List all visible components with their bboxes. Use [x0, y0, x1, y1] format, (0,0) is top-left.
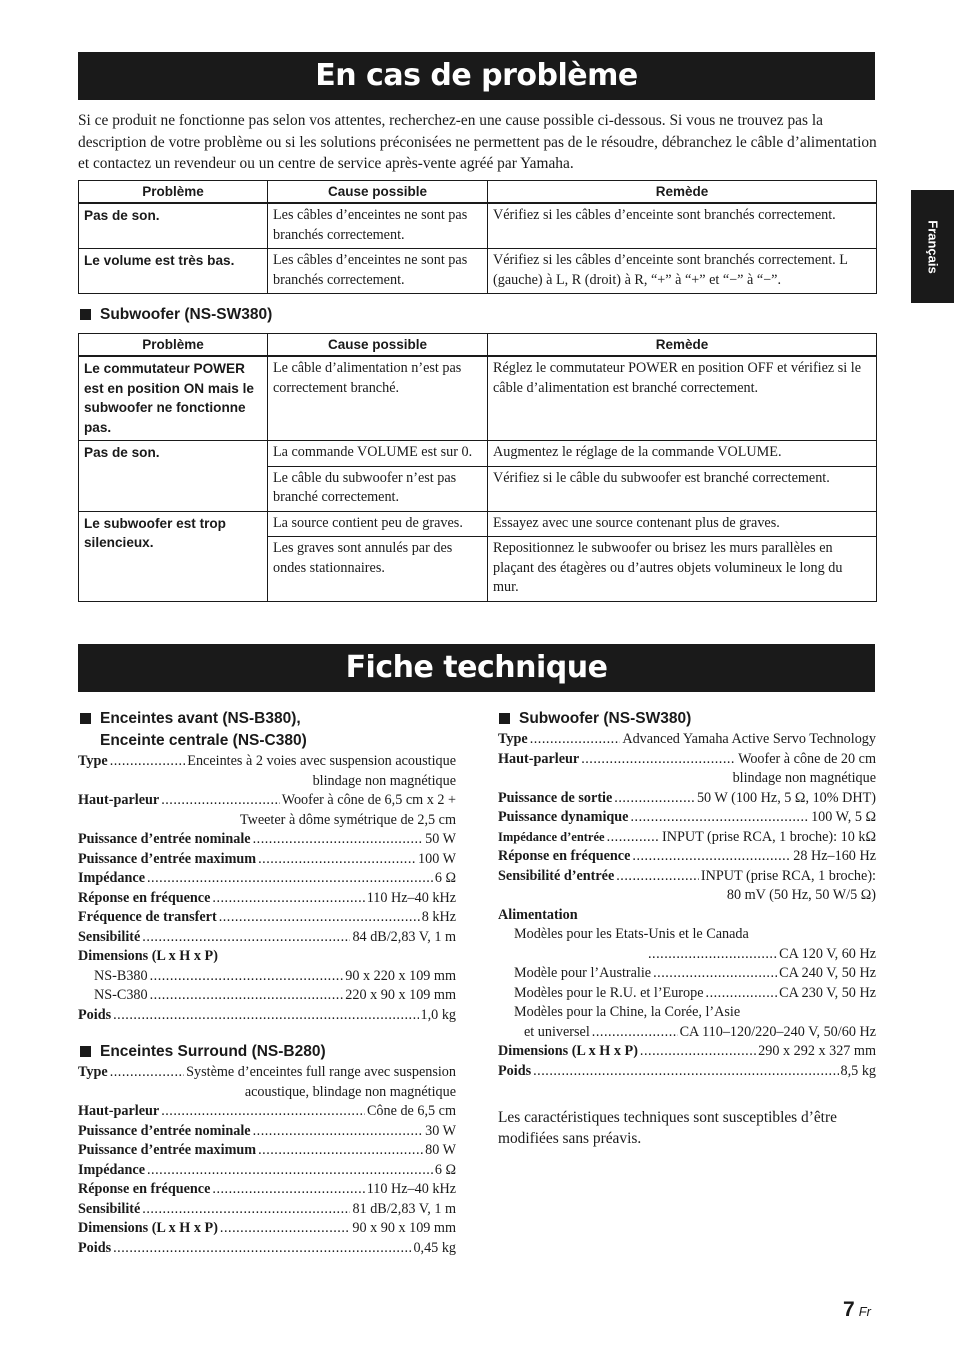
spec-continuation: blindage non magnétique — [732, 770, 876, 786]
spec-row — [498, 828, 876, 848]
spec-label: Réponse en fréquence — [78, 889, 211, 906]
spec-label: Puissance d’entrée maximum — [78, 850, 257, 867]
remedy-cell: Repositionnez le subwoofer ou brisez les murs parallèles en plaçant des étagères ou d’autres objets volumineux le long du mur. — [488, 537, 877, 602]
cause-cell: Le câble du subwoofer n’est pas branché correctement. — [268, 466, 488, 511]
spec-value: 8,5 kg — [840, 1062, 876, 1079]
spec-continuation: blindage non magnétique — [312, 772, 456, 789]
spec-row — [498, 1062, 876, 1082]
spec-label: Modèles pour les Etats-Unis et le Canada — [514, 926, 749, 942]
problem-cell: Pas de son. — [79, 203, 268, 249]
spec-value: 80 W — [425, 1142, 456, 1158]
spec-value: Enceintes à 2 voies avec suspension acoustique — [187, 753, 456, 769]
spec-value: 6 Ω — [434, 870, 456, 886]
spec-value: 50 W (100 Hz, 5 Ω, 10% DHT) — [696, 789, 876, 806]
spec-label: Haut-parleur — [78, 792, 160, 808]
spec-value: 290 x 292 x 327 mm — [758, 1043, 876, 1059]
col-header-remedy: Remède — [488, 334, 877, 357]
spec-row — [78, 1161, 456, 1181]
subwoofer-troubleshooting-table — [78, 333, 877, 602]
spec-value: Woofer à cône de 20 cm — [738, 750, 876, 767]
surround-speakers-specs — [78, 1063, 456, 1258]
spec-label: Poids — [78, 1239, 112, 1256]
spec-label: Type — [78, 1064, 108, 1080]
spec-row — [78, 986, 456, 1006]
spec-label: Modèles pour la Chine, la Corée, l’Asie — [514, 1004, 741, 1020]
language-tab-label: Français — [925, 219, 940, 274]
spec-row — [78, 752, 456, 772]
spec-row — [78, 1239, 456, 1259]
remedy-cell: Essayez avec une source contenant plus de graves. — [488, 511, 877, 537]
col-header-remedy: Remède — [488, 181, 877, 204]
spec-label: Poids — [498, 1062, 532, 1079]
spec-row — [498, 730, 876, 750]
spec-row — [78, 869, 456, 889]
spec-label: Réponse en fréquence — [498, 848, 631, 864]
spec-row — [498, 964, 876, 984]
spec-label: Puissance de sortie — [498, 789, 613, 806]
spec-value: Woofer à cône de 6,5 cm x 2 + — [281, 792, 456, 808]
spec-value: 90 x 90 x 109 mm — [352, 1220, 456, 1236]
spec-continuation: 80 mV (50 Hz, 50 W/5 Ω) — [726, 887, 876, 903]
spec-label: Modèle pour l’Australie — [514, 965, 652, 981]
spec-label: NS-B380 — [94, 967, 148, 984]
problem-cell: Le volume est très bas. — [79, 249, 268, 294]
square-bullet-icon — [499, 713, 510, 724]
problem-cell: Le subwoofer est trop silencieux. — [79, 511, 268, 601]
col-header-problem: Problème — [79, 181, 268, 204]
spec-value: 220 x 90 x 109 mm — [345, 987, 456, 1003]
table-row — [79, 203, 877, 249]
spec-row — [498, 750, 876, 770]
spec-continuation: Tweeter à dôme symétrique de 2,5 cm — [239, 811, 456, 828]
section-title-specifications: Fiche technique — [78, 644, 875, 692]
cause-cell: La source contient peu de graves. — [268, 511, 488, 537]
spec-value: 6 Ω — [434, 1161, 456, 1178]
spec-value: 30 W — [425, 1122, 456, 1139]
spec-label: Dimensions (L x H x P) — [498, 1043, 638, 1059]
spec-value: CA 230 V, 50 Hz — [779, 984, 876, 1001]
problem-cell: Le commutateur POWER est en position ON mais le subwoofer ne fonctionne pas. — [79, 356, 268, 441]
table-header-row — [79, 334, 877, 357]
spec-label: Puissance d’entrée nominale — [78, 1122, 251, 1139]
table-row — [79, 511, 877, 537]
cause-cell: Les câbles d’enceintes ne sont pas branchés correctement. — [268, 203, 488, 249]
spec-value: CA 110–120/220–240 V, 50/60 Hz — [679, 1023, 876, 1040]
spec-row — [78, 1180, 456, 1200]
spec-label: Puissance d’entrée nominale — [78, 831, 251, 847]
remedy-cell: Vérifiez si les câbles d’enceinte sont branchés correctement. — [488, 203, 877, 249]
spec-value: 100 W — [418, 850, 456, 867]
spec-value: 0,45 kg — [413, 1239, 456, 1256]
spec-row — [498, 808, 876, 828]
page-number-value: 7 — [843, 1298, 855, 1321]
spec-label: Type — [498, 731, 528, 747]
spec-label: Haut-parleur — [498, 750, 580, 767]
spec-row — [78, 967, 456, 987]
spec-row — [78, 908, 456, 928]
spec-value: 1,0 kg — [420, 1006, 456, 1023]
spec-subheading: Alimentation — [498, 906, 578, 923]
spec-value: 110 Hz–40 kHz — [366, 1181, 456, 1197]
surround-speakers-heading — [80, 1041, 326, 1063]
spec-row — [78, 928, 456, 948]
spec-label: NS-C380 — [94, 987, 148, 1003]
col-header-cause: Cause possible — [268, 181, 488, 204]
spec-label: Réponse en fréquence — [78, 1181, 211, 1197]
language-tab — [911, 190, 954, 303]
cause-cell: Les câbles d’enceintes ne sont pas branchés correctement. — [268, 249, 488, 294]
col-header-problem: Problème — [79, 334, 268, 357]
col-header-cause: Cause possible — [268, 334, 488, 357]
spec-row — [78, 1141, 456, 1161]
spec-label: Impédance d’entrée — [498, 829, 605, 844]
intro-paragraph: Si ce produit ne fonctionne pas selon vos attentes, recherchez-en une cause possible ci-dessous. Si vous ne trouvez pas la description de votre problème ou si les solutions préconisées ne permettent pas de le résoudre, débranchez le câble d’alimentation et contactez un revendeur ou un centre de service après-vente agréé par Yamaha. — [78, 112, 877, 172]
spec-value: CA 240 V, 50 Hz — [779, 965, 876, 981]
spec-value: 50 W — [425, 831, 456, 847]
spec-row — [78, 1122, 456, 1142]
spec-row — [78, 1219, 456, 1239]
spec-value: Advanced Yamaha Active Servo Technology — [622, 731, 876, 747]
front-speakers-heading — [80, 708, 307, 752]
cause-cell: Les graves sont annulés par des ondes stationnaires. — [268, 537, 488, 602]
spec-label: Sensibilité — [78, 1200, 141, 1217]
front-speakers-specs — [78, 752, 456, 1025]
subwoofer-troubleshooting-heading — [80, 304, 272, 326]
cause-cell: Le câble d’alimentation n’est pas correctement branché. — [268, 356, 488, 441]
spec-row — [498, 789, 876, 809]
problem-cell: Pas de son. — [79, 441, 268, 512]
spec-label: Impédance — [78, 870, 145, 886]
spec-value: 84 dB/2,83 V, 1 m — [352, 928, 456, 945]
spec-value: 81 dB/2,83 V, 1 m — [352, 1200, 456, 1217]
spec-label: Dimensions (L x H x P) — [78, 1220, 218, 1236]
spec-value: 100 W, 5 Ω — [811, 809, 876, 825]
specs-disclaimer: Les caractéristiques techniques sont susceptibles d’être modifiées sans préavis. — [498, 1109, 837, 1147]
spec-value: 110 Hz–40 kHz — [366, 889, 456, 906]
spec-label: Sensibilité — [78, 928, 141, 945]
spec-row — [78, 850, 456, 870]
heading-text: Subwoofer (NS-SW380) — [519, 710, 692, 727]
spec-value: 8 kHz — [421, 909, 456, 925]
subwoofer-specs-heading — [499, 708, 691, 730]
cause-cell: La commande VOLUME est sur 0. — [268, 441, 488, 467]
spec-label: Haut-parleur — [78, 1103, 160, 1119]
square-bullet-icon — [80, 713, 91, 724]
square-bullet-icon — [80, 309, 91, 320]
square-bullet-icon — [80, 1046, 91, 1057]
spec-value: 28 Hz–160 Hz — [793, 848, 876, 864]
remedy-cell: Vérifiez si les câbles d’enceinte sont branchés correctement. L (gauche) à L, R (droit) à R, “+” à “+” et “−” à “−”. — [488, 249, 877, 294]
spec-row — [78, 1200, 456, 1220]
spec-label: Puissance dynamique — [498, 809, 629, 825]
spec-label: Poids — [78, 1006, 112, 1023]
spec-row — [498, 1042, 876, 1062]
spec-value: Cône de 6,5 cm — [366, 1103, 456, 1119]
spec-label: Fréquence de transfert — [78, 909, 217, 925]
remedy-cell: Vérifiez si le câble du subwoofer est branché correctement. — [488, 466, 877, 511]
spec-row — [78, 1102, 456, 1122]
spec-value: INPUT (prise RCA, 1 broche): 10 kΩ — [661, 828, 876, 845]
spec-row — [498, 984, 876, 1004]
table-row — [79, 441, 877, 467]
spec-row — [78, 889, 456, 909]
heading-line: Enceintes avant (NS-B380), — [100, 710, 301, 727]
spec-row — [498, 867, 876, 887]
remedy-cell: Réglez le commutateur POWER en position OFF et vérifiez si le câble d’alimentation est branché correctement. — [488, 356, 877, 441]
spec-row — [78, 830, 456, 850]
spec-label: Impédance — [78, 1161, 145, 1178]
spec-label: Puissance d’entrée maximum — [78, 1142, 257, 1158]
spec-label: Modèles pour le R.U. et l’Europe — [514, 984, 704, 1001]
spec-value: Système d’enceintes full range avec suspension — [186, 1064, 456, 1080]
spec-row — [498, 1023, 876, 1043]
table-header-row — [79, 181, 877, 204]
spec-label: Type — [78, 753, 108, 769]
page-number — [843, 1298, 871, 1322]
spec-label: et universel — [524, 1023, 590, 1040]
heading-text: Subwoofer (NS-SW380) — [100, 306, 273, 323]
heading-text: Enceintes Surround (NS-B280) — [100, 1043, 326, 1060]
heading-line: Enceinte centrale (NS-C380) — [100, 732, 307, 749]
spec-row — [78, 1006, 456, 1026]
remedy-cell: Augmentez le réglage de la commande VOLUME. — [488, 441, 877, 467]
table-row — [79, 249, 877, 294]
spec-value: INPUT (prise RCA, 1 broche): — [700, 867, 876, 884]
section-title-troubleshooting: En cas de problème — [78, 52, 875, 100]
page-language: Fr — [858, 1304, 871, 1319]
spec-continuation: acoustique, blindage non magnétique — [244, 1083, 456, 1100]
spec-label: Sensibilité d’entrée — [498, 867, 615, 884]
spec-row — [498, 847, 876, 867]
subwoofer-specs — [498, 730, 876, 1081]
spec-value: CA 120 V, 60 Hz — [779, 945, 876, 962]
spec-row — [498, 945, 876, 965]
spec-subheading: Dimensions (L x H x P) — [78, 948, 218, 964]
troubleshooting-table — [78, 180, 877, 294]
spec-row — [78, 791, 456, 811]
spec-value: 90 x 220 x 109 mm — [345, 967, 456, 984]
table-row — [79, 356, 877, 441]
spec-row — [78, 1063, 456, 1083]
